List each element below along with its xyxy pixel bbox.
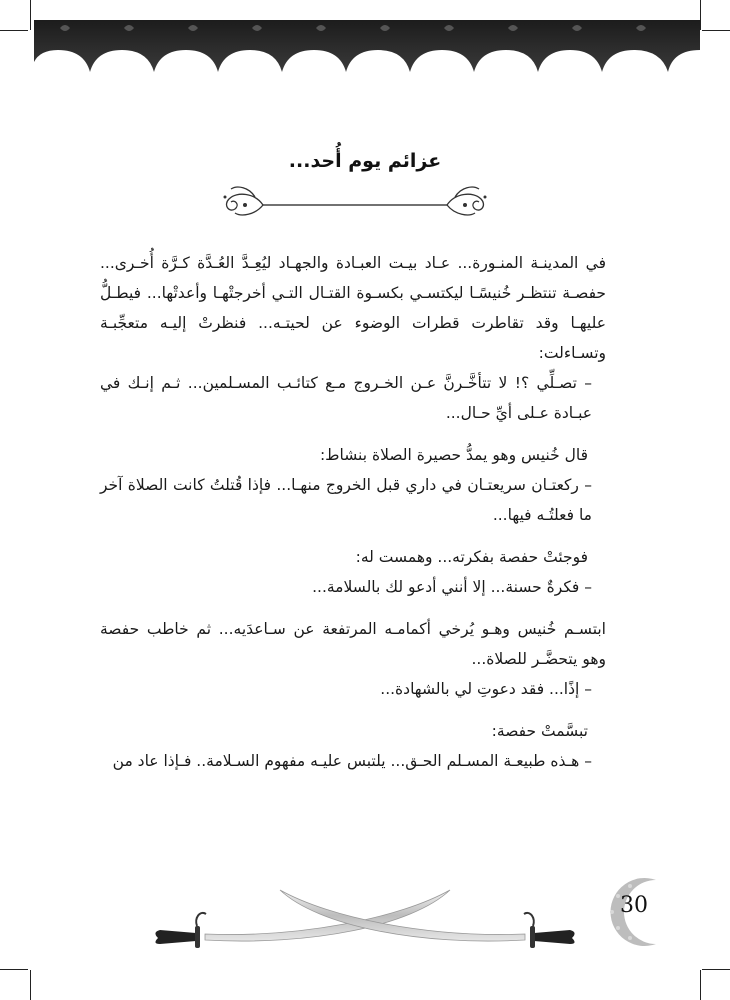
flourish-divider-icon	[215, 183, 495, 223]
page-number: 30	[620, 893, 648, 918]
crop-mark	[702, 969, 730, 970]
paragraph: في المدينـة المنـورة... عـاد بيـت العبـادة والجهـاد ليُعِـدَّ العُـدَّة كـرَّة أُخـرى... حفصـة تنتظـر خُنيسًـا ليكتسـي بكسـوة القتـال التـي أخرجتْهـا وأعدتْها... فيطـلُّ عليهـا وقد تقاطرت قطرات الوضوء عن لحيتـه... فنظرتْ إليـه متعجِّبـة وتسـاءلت:	[100, 254, 606, 362]
dialogue-line: – إذًا... فقد دعوتِ لي بالشهادة...	[380, 680, 592, 698]
paragraph: قال خُنيس وهو يمدُّ حصيرة الصلاة بنشاط:	[319, 446, 588, 464]
chapter-body	[100, 248, 606, 776]
crop-mark	[700, 970, 701, 1000]
crossed-swords-icon	[150, 888, 580, 963]
paragraph: تبسَّمتْ حفصة:	[491, 722, 588, 740]
chapter-title: عزائم يوم أُحد...	[288, 150, 442, 172]
dialogue-line: – هـذه طبيعـة المسـلم الحـق... يلتبس عليـه مفهوم السـلامة.. فـإذا عاد من	[112, 752, 592, 770]
dialogue-line: – تصـلِّي ؟! لا تتأخَّـرنَّ عـن الخـروج مـع كتائـب المسـلمين... ثـم إنـك في عبـادة عـلى أيِّ حـال...	[100, 374, 592, 422]
paragraph: ابتسـم خُنيس وهـو يُرخي أكمامـه المرتفعة عن سـاعدَيه... ثم خاطب حفصة وهو يتحضَّـر للصلاة...	[100, 620, 606, 668]
paragraph: فوجئتْ حفصة بفكرته... وهمست له:	[355, 548, 588, 566]
dialogue-line: – فكرةٌ حسنة... إلا أنني أدعو لك بالسلامة...	[312, 578, 592, 596]
top-arch-border	[0, 0, 730, 80]
dialogue-line: – ركعتـان سريعتـان في داري قبل الخروج منهـا... فإذا قُتلتُ كانت الصلاة آخر ما فعلتُـه فيها...	[100, 476, 592, 524]
crop-mark	[30, 970, 31, 1000]
crop-mark	[0, 969, 28, 970]
